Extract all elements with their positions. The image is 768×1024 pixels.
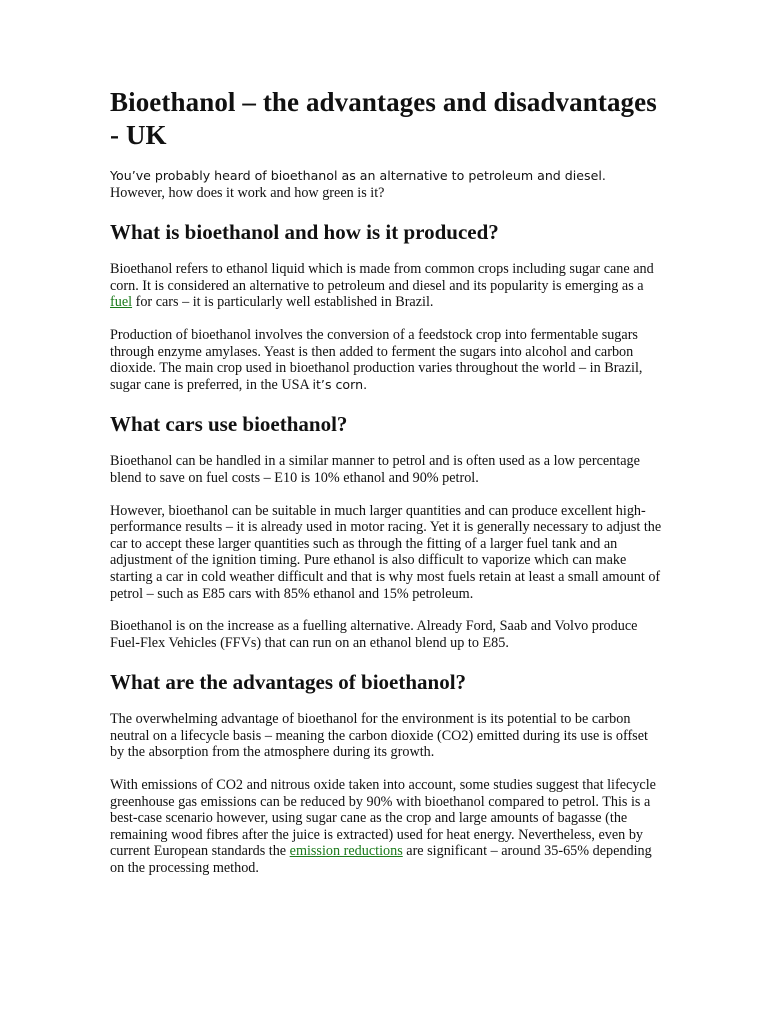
paragraph-emissions bbox=[110, 777, 662, 877]
paragraph-text: are significant – around 35-65% depending on the processing method. bbox=[110, 843, 652, 877]
intro-paragraph bbox=[110, 168, 662, 201]
article bbox=[110, 86, 662, 893]
intro-line-2: However, how does it work and how green is it? bbox=[110, 184, 385, 201]
paragraph-blend: Bioethanol can be handled in a similar manner to petrol and is often used as a low percentage blend to save on fuel costs – E10 is 10% ethanol and 90% petrol. bbox=[110, 453, 640, 486]
page-title: Bioethanol – the advantages and disadvantages - UK bbox=[110, 87, 657, 150]
paragraph-fuelling-alternative: Bioethanol is on the increase as a fuelling alternative. Already Ford, Saab and Volvo produce Fuel-Flex Vehicles (FFVs) that can run on an ethanol blend up to E85. bbox=[110, 618, 638, 651]
paragraph-text: Production of bioethanol involves the conversion of a feedstock crop into fermentable sugars through enzyme amylases. Yeast is then added to ferment the sugars into alcohol and carbon dioxide. The main crop used in bioethanol production varies throughout the world – in Brazil, sugar cane is preferred, in the USA bbox=[110, 326, 643, 393]
paragraph-definition bbox=[110, 261, 662, 311]
section-heading-cars: What cars use bioethanol? bbox=[110, 412, 348, 437]
paragraph-high-performance: However, bioethanol can be suitable in much larger quantities and can produce excellent high-performance results – it is already used in motor racing. Yet it is generally necessary to adjust the car to accept these larger quantities such as through the fitting of a larger fuel tank and an adjustment of the ignition timing. Pure ethanol is also difficult to vaporize which can make starting a car in cold weather difficult and that is why most fuels retain at least a small amount of petrol – such as E85 cars with 85% ethanol and 15% petroleum. bbox=[110, 502, 662, 602]
paragraph-text: Bioethanol refers to ethanol liquid which is made from common crops including sugar cane and corn. It is considered an alternative to petroleum and diesel and its popularity is emerging as a bbox=[110, 261, 654, 294]
paragraph-production bbox=[110, 327, 662, 393]
paragraph-text: for cars – it is particularly well established in Brazil. bbox=[132, 294, 434, 311]
paragraph-tail: it’s corn. bbox=[312, 376, 368, 392]
section-heading-advantages: What are the advantages of bioethanol? bbox=[110, 670, 467, 695]
fuel-link[interactable]: fuel bbox=[110, 294, 133, 311]
section-heading-production: What is bioethanol and how is it produced? bbox=[110, 220, 499, 245]
paragraph-carbon-neutral: The overwhelming advantage of bioethanol for the environment is its potential to be carbon neutral on a lifecycle basis – meaning the carbon dioxide (CO2) emitted during its use is offset by the absorption from the atmosphere during its growth. bbox=[110, 711, 648, 761]
emission-reductions-link[interactable]: emission reductions bbox=[289, 843, 403, 860]
intro-line-1: You’ve probably heard of bioethanol as an alternative to petroleum and diesel. bbox=[110, 168, 606, 183]
paragraph-text: With emissions of CO2 and nitrous oxide taken into account, some studies suggest that lifecycle greenhouse gas emissions can be reduced by 90% with bioethanol compared to petrol. This is a best-case scenario however, using sugar cane as the crop and large amounts of bagasse (the remaining wood fibres after the juice is extracted) used for heat energy. Nevertheless, even by current European standards the bbox=[110, 777, 656, 860]
